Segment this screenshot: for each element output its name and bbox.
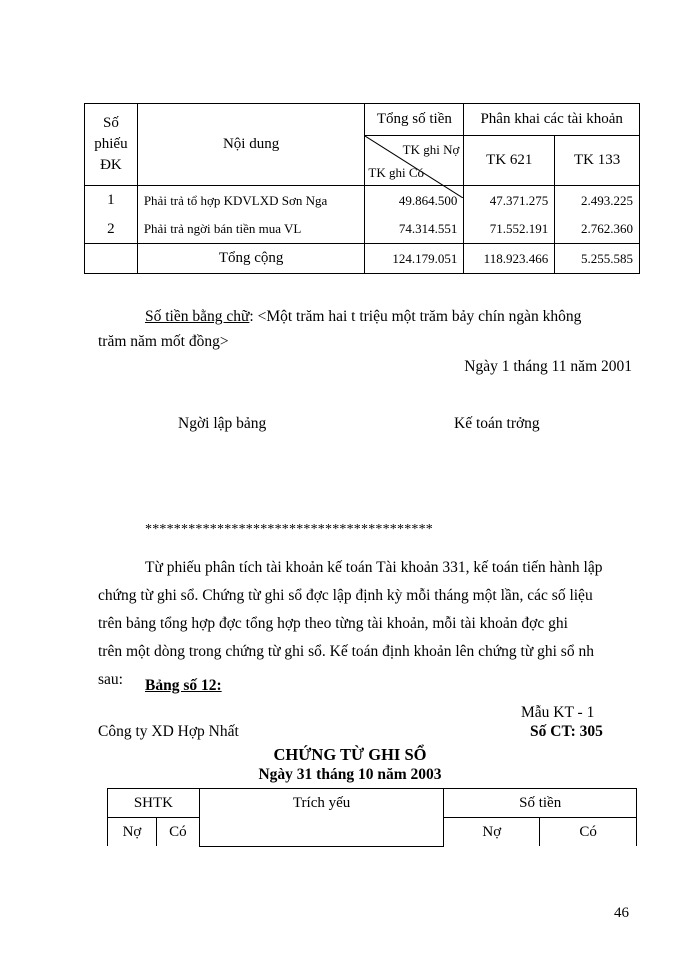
- header-so-phieu: Số phiếu ĐK: [85, 104, 138, 186]
- signature-preparer: Ngời lập bảng: [178, 415, 267, 432]
- separator: ****************************************: [145, 522, 433, 537]
- header-phan-khai: Phân khai các tài khoản: [464, 104, 640, 136]
- paragraph-line-5: sau:: [98, 671, 123, 688]
- paragraph-line-4: trên một dòng trong chứng từ ghi sổ. Kế toán định khoản lên chứng từ ghi sổ nh: [98, 643, 594, 660]
- date-line: Ngày 1 tháng 11 năm 2001: [464, 358, 632, 375]
- header-tk621: TK 621: [464, 136, 555, 186]
- header-shtk: SHTK: [108, 789, 200, 818]
- table-label: Bảng số 12:: [145, 677, 222, 694]
- table-row: 1 Phải trả tổ hợp KDVLXD Sơn Nga 49.864.500 47.371.275 2.493.225: [85, 186, 640, 216]
- header-trich-yeu: Trích yếu: [199, 789, 443, 847]
- header-tong-so-tien: Tổng số tiền: [365, 104, 464, 136]
- amount-in-words: Số tiền bằng chữ: <Một trăm hai t triệu một trăm bảy chín ngàn không: [145, 308, 582, 325]
- form-code: Mẫu KT - 1: [521, 704, 595, 721]
- voucher-table: [107, 788, 637, 847]
- header-amount-no: Nợ: [444, 818, 540, 847]
- document-title: CHỨNG TỪ GHI SỔ: [273, 745, 427, 764]
- paragraph-line-2: chứng từ ghi sổ. Chứng từ ghi sổ đợc lập định kỳ mỗi tháng một lần, các số liệu: [98, 587, 593, 604]
- tk-ghi-co-label: TK ghi Có: [368, 165, 424, 180]
- amount-in-words-line2: trăm năm mốt đồng>: [98, 333, 229, 350]
- header-co: Có: [156, 818, 199, 847]
- signature-chief-accountant: Kế toán trởng: [454, 415, 540, 432]
- tk-ghi-no-label: TK ghi Nợ: [402, 142, 460, 157]
- header-tk133: TK 133: [555, 136, 640, 186]
- header-amount-co: Có: [540, 818, 637, 847]
- paragraph-line-1: Từ phiếu phân tích tài khoản kế toán Tài khoản 331, kế toán tiến hành lập: [145, 559, 603, 576]
- paragraph-line-3: trên bảng tổng hợp đợc tổng hợp theo từng tài khoản, mỗi tài khoản đợc ghi: [98, 615, 568, 632]
- document-date: Ngày 31 tháng 10 năm 2003: [258, 766, 442, 783]
- company-name: Công ty XD Hợp Nhất: [98, 723, 239, 740]
- header-so-tien: Số tiền: [444, 789, 637, 818]
- total-row: Tổng cộng 124.179.051 118.923.466 5.255.585: [85, 244, 640, 274]
- header-no: Nợ: [108, 818, 157, 847]
- table-row: 2 Phải trả ngời bán tiền mua VL 74.314.551 71.552.191 2.762.360: [85, 216, 640, 244]
- page-number: 46: [614, 905, 629, 921]
- header-noi-dung: Nội dung: [137, 104, 365, 186]
- diagonal-header-cell: [365, 136, 464, 186]
- allocation-table: [84, 103, 640, 274]
- voucher-number: Số CT: 305: [530, 723, 603, 740]
